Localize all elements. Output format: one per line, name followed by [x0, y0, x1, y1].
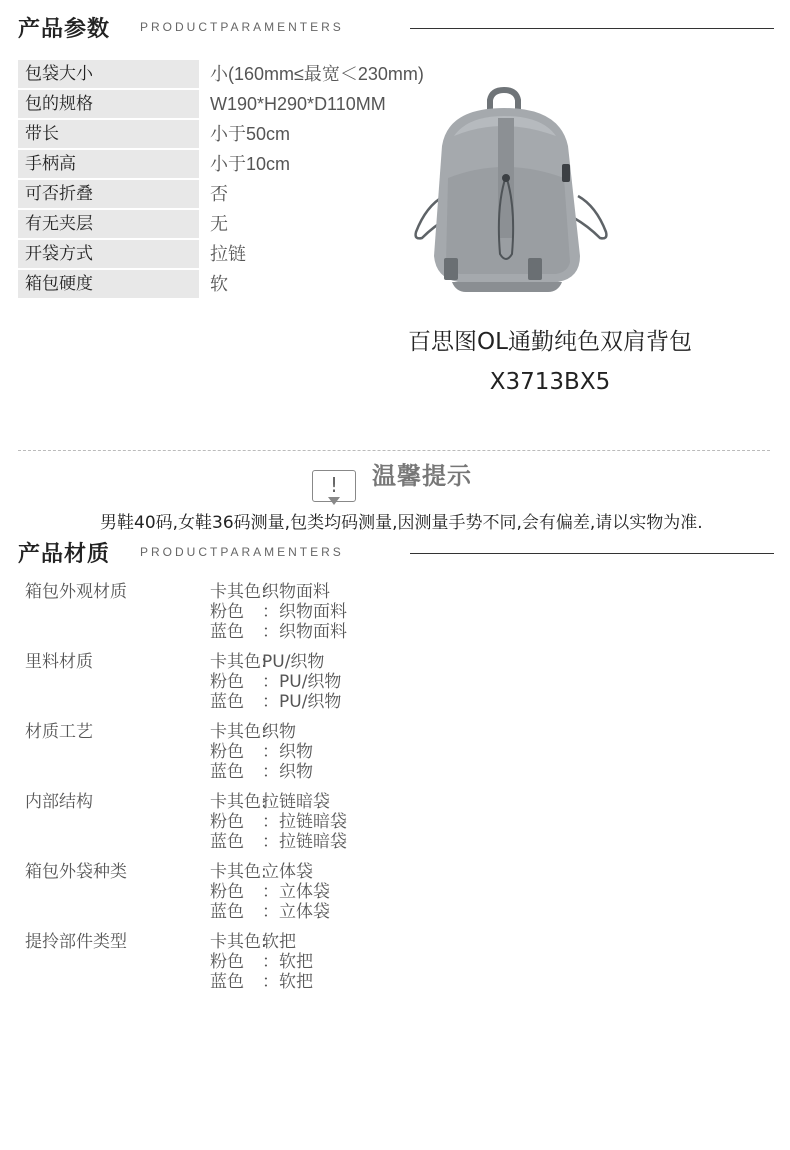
material-line	[210, 622, 347, 642]
material-value: ：PU/织物	[262, 672, 342, 692]
material-values	[210, 722, 313, 782]
section-title: 产品参数	[18, 17, 111, 42]
material-line	[210, 602, 347, 622]
material-row	[25, 932, 525, 1002]
material-color: 蓝色	[210, 832, 244, 852]
material-value: ：织物面料	[262, 602, 347, 622]
material-line	[210, 862, 330, 882]
material-values	[210, 932, 313, 992]
section-title: 产品材质	[18, 542, 111, 567]
material-line	[210, 692, 341, 712]
material-line	[210, 952, 313, 972]
material-values	[210, 862, 330, 922]
param-value: 拉链	[210, 244, 246, 264]
section-header-params	[18, 10, 774, 46]
material-line	[210, 932, 313, 952]
backpack-image	[408, 86, 614, 296]
material-value: ：软把	[262, 972, 313, 992]
notice-icon-tail	[328, 497, 340, 505]
material-values	[210, 652, 341, 712]
material-line	[210, 902, 330, 922]
material-line	[210, 582, 347, 602]
material-key: 内部结构	[25, 792, 93, 812]
param-key: 开袋方式	[18, 240, 199, 268]
material-key: 里料材质	[25, 652, 93, 672]
material-color: 蓝色	[210, 972, 244, 992]
param-table	[18, 60, 424, 300]
section-rule	[410, 28, 774, 29]
param-value: W190*H290*D110MM	[210, 94, 386, 114]
param-row	[18, 210, 378, 240]
material-color: 卡其色:	[210, 862, 267, 882]
material-row	[25, 792, 525, 862]
param-key: 手柄高	[18, 150, 199, 178]
param-row	[18, 60, 424, 90]
material-color: 卡其色:	[210, 722, 267, 742]
material-color: 卡其色:	[210, 932, 267, 952]
material-values	[210, 792, 347, 852]
param-row	[18, 270, 378, 300]
section-header-materials	[18, 535, 774, 571]
material-line	[210, 722, 313, 742]
param-value: 小(160mm≤最宽＜230mm)	[210, 64, 424, 84]
material-color: 粉色	[210, 742, 244, 762]
material-color: 粉色	[210, 672, 244, 692]
material-value: ：织物面料	[262, 622, 347, 642]
section-subtitle: PRODUCTPARAMENTERS	[140, 545, 344, 559]
param-key: 箱包硬度	[18, 270, 199, 298]
material-key: 箱包外观材质	[25, 582, 127, 602]
material-line	[210, 792, 347, 812]
param-row	[18, 150, 378, 180]
material-color: 蓝色	[210, 762, 244, 782]
material-value: ：拉链暗袋	[262, 832, 347, 852]
material-color: 粉色	[210, 952, 244, 972]
material-line	[210, 762, 313, 782]
material-row	[25, 862, 525, 932]
dashed-divider	[18, 450, 770, 451]
param-row	[18, 120, 378, 150]
section-subtitle: PRODUCTPARAMENTERS	[140, 20, 344, 34]
material-value: 立体袋	[262, 862, 313, 882]
material-key: 材质工艺	[25, 722, 93, 742]
material-value: ：软把	[262, 952, 313, 972]
material-value: 织物面料	[262, 582, 330, 602]
material-values	[210, 582, 347, 642]
section-rule	[410, 553, 774, 554]
param-key: 有无夹层	[18, 210, 199, 238]
material-color: 蓝色	[210, 902, 244, 922]
material-value: ：拉链暗袋	[262, 812, 347, 832]
material-row	[25, 722, 525, 792]
material-row	[25, 652, 525, 722]
material-color: 粉色	[210, 602, 244, 622]
material-row	[25, 582, 525, 652]
product-name: 百思图OL通勤纯色双肩背包	[408, 329, 692, 355]
material-color: 卡其色:	[210, 582, 267, 602]
product-code: X3713BX5	[489, 369, 611, 395]
tip-title: 温馨提示	[372, 462, 472, 490]
material-key: 提拎部件类型	[25, 932, 127, 952]
param-key: 包袋大小	[18, 60, 199, 88]
param-row	[18, 90, 386, 120]
param-value: 软	[210, 274, 228, 294]
param-row	[18, 240, 378, 270]
material-line	[210, 832, 347, 852]
material-line	[210, 972, 313, 992]
material-line	[210, 652, 341, 672]
material-value: ：织物	[262, 762, 313, 782]
param-value: 小于50cm	[210, 124, 291, 144]
material-color: 卡其色:	[210, 792, 267, 812]
material-value: ：立体袋	[262, 882, 330, 902]
material-color: 蓝色	[210, 692, 244, 712]
material-line	[210, 882, 330, 902]
material-value: 织物	[262, 722, 296, 742]
param-value: 无	[210, 214, 228, 234]
param-key: 带长	[18, 120, 199, 148]
param-key: 可否折叠	[18, 180, 199, 208]
product-name-block	[380, 322, 720, 402]
material-color: 粉色	[210, 812, 244, 832]
param-value: 否	[210, 184, 228, 204]
material-line	[210, 672, 341, 692]
material-value: PU/织物	[262, 652, 325, 672]
materials-list	[25, 582, 525, 1002]
material-value: 拉链暗袋	[262, 792, 330, 812]
material-value: ：PU/织物	[262, 692, 342, 712]
notice-icon-glyph: !	[329, 473, 339, 497]
material-color: 卡其色:	[210, 652, 267, 672]
material-value: ：立体袋	[262, 902, 330, 922]
material-color: 蓝色	[210, 622, 244, 642]
material-color: 粉色	[210, 882, 244, 902]
param-key: 包的规格	[18, 90, 199, 118]
material-line	[210, 742, 313, 762]
tip-text: 男鞋40码,女鞋36码测量,包类均码测量,因测量手势不同,会有偏差,请以实物为准.	[100, 513, 703, 533]
material-key: 箱包外袋种类	[25, 862, 127, 882]
param-value: 小于10cm	[210, 154, 291, 174]
material-value: ：织物	[262, 742, 313, 762]
material-line	[210, 812, 347, 832]
param-row	[18, 180, 378, 210]
material-value: 软把	[262, 932, 296, 952]
